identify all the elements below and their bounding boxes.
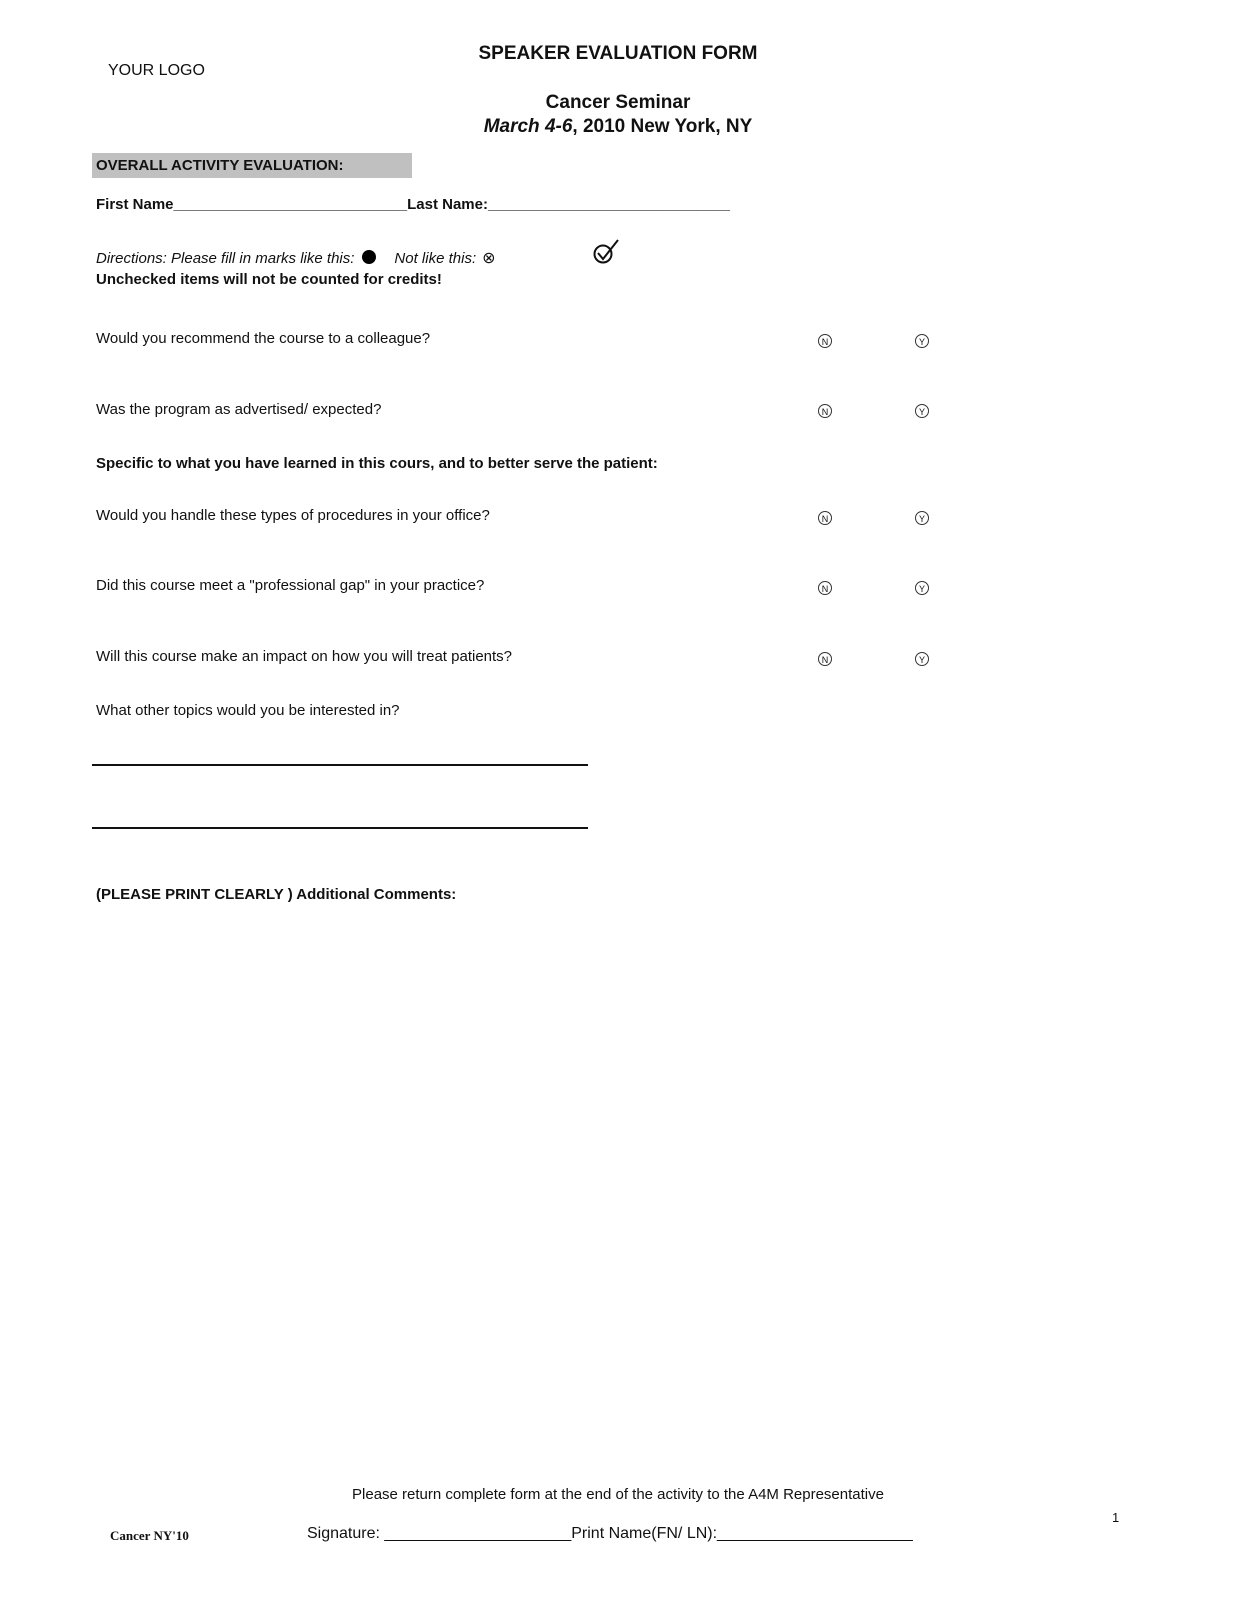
q2-no-option[interactable]: N (818, 404, 832, 418)
question-other-topics: What other topics would you be interested in? (96, 702, 400, 719)
topics-answer-line-1[interactable] (92, 764, 588, 766)
form-title: SPEAKER EVALUATION FORM (478, 43, 758, 64)
q5-yes-option[interactable]: Y (915, 652, 929, 666)
event-name: Cancer Seminar (545, 92, 691, 113)
filled-dot-icon (362, 250, 376, 264)
q1-no-option[interactable]: N (818, 334, 832, 348)
directions-line (96, 248, 496, 268)
last-name-field[interactable]: _____________________________ (487, 196, 730, 213)
crossed-circle-icon: ⊗ (482, 250, 496, 267)
page-number: 1 (1112, 1510, 1120, 1525)
q3-yes-option[interactable]: Y (915, 511, 929, 525)
topics-answer-line-2[interactable] (92, 827, 588, 829)
question-professional-gap: Did this course meet a "professional gap" in your practice? (96, 577, 485, 594)
q5-no-option[interactable]: N (818, 652, 832, 666)
q2-yes-option[interactable]: Y (915, 404, 929, 418)
last-name-label: Last Name: (407, 196, 488, 213)
q3-no-option[interactable]: N (818, 511, 832, 525)
form-code: Cancer NY'10 (110, 1528, 189, 1543)
first-name-label: First Name (96, 196, 174, 213)
q4-yes-option[interactable]: Y (915, 581, 929, 595)
not-like-text: Not like this: (394, 250, 477, 267)
specific-heading: Specific to what you have learned in this cours, and to better serve the patient: (96, 455, 658, 472)
directions-text: Directions: Please fill in marks like this: (96, 250, 355, 267)
return-instructions: Please return complete form at the end of the activity to the A4M Representative (352, 1486, 884, 1503)
event-dates: March 4-6 (483, 116, 573, 137)
section-header: OVERALL ACTIVITY EVALUATION: (92, 153, 412, 178)
question-recommend: Would you recommend the course to a colleague? (96, 330, 431, 347)
logo-placeholder: YOUR LOGO (108, 62, 205, 79)
first-name-field[interactable]: ____________________________ (173, 196, 408, 213)
checked-circle-icon (592, 238, 622, 266)
question-procedures: Would you handle these types of procedures in your office? (96, 507, 490, 524)
q1-yes-option[interactable]: Y (915, 334, 929, 348)
event-location: , 2010 New York, NY (572, 116, 753, 137)
q4-no-option[interactable]: N (818, 581, 832, 595)
question-advertised: Was the program as advertised/ expected? (96, 401, 382, 418)
comments-label: (PLEASE PRINT CLEARLY ) Additional Comments: (96, 886, 457, 903)
signature-line[interactable]: Signature: _____________________Print Name(FN/ LN):______________________ (307, 1525, 913, 1542)
name-fields (96, 196, 730, 213)
question-impact: Will this course make an impact on how you will treat patients? (96, 648, 513, 665)
event-dateline (0, 116, 1236, 138)
credits-warning: Unchecked items will not be counted for credits! (96, 271, 442, 288)
